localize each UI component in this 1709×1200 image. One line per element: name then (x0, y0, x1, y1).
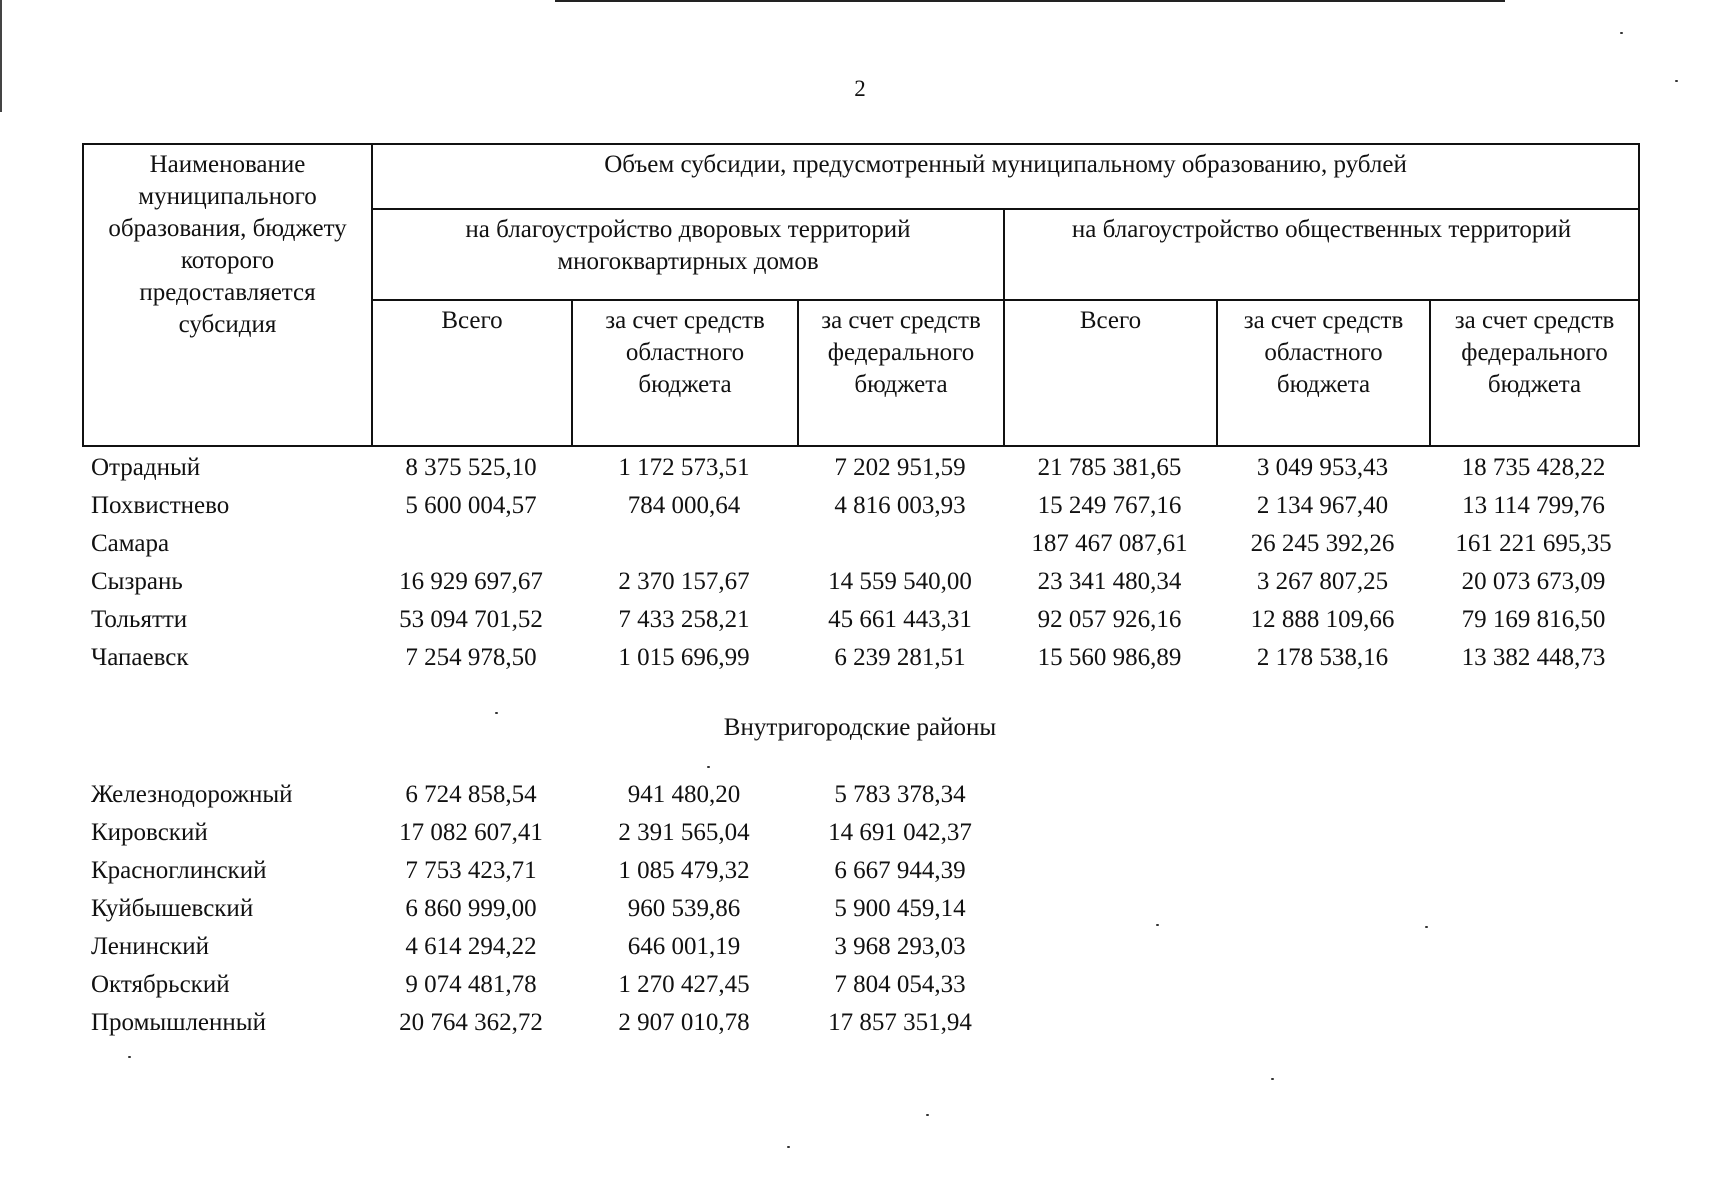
public-total: 23 341 480,34 (1037, 568, 1182, 595)
public-regional (1216, 814, 1429, 852)
public-regional (1216, 776, 1429, 814)
public-total (1003, 890, 1216, 928)
public-regional (1216, 1004, 1429, 1042)
public-total (1003, 928, 1216, 966)
scan-speck (128, 1056, 131, 1058)
public-federal (1429, 814, 1638, 852)
scan-speck (787, 1146, 790, 1148)
districts-table (82, 776, 1638, 1042)
scan-border-top (555, 0, 1505, 2)
district-name: Промышленный (91, 1009, 266, 1036)
public-regional (1216, 890, 1429, 928)
yards-total: 5 600 004,57 (405, 492, 537, 519)
public-regional (1216, 966, 1429, 1004)
public-federal: 161 221 695,35 (1455, 530, 1612, 557)
yards-regional: 1 270 427,45 (618, 971, 750, 998)
yards-total: 16 929 697,67 (399, 568, 543, 595)
table-row (82, 1004, 1638, 1042)
yards-total: 7 254 978,50 (405, 644, 537, 671)
yards-regional (571, 525, 797, 563)
public-federal (1429, 890, 1638, 928)
yards-total: 53 094 701,52 (399, 606, 543, 633)
yards-federal: 3 968 293,03 (834, 933, 966, 960)
public-regional: 3 049 953,43 (1256, 454, 1389, 481)
yards-federal: 5 783 378,34 (834, 781, 966, 808)
table-row (82, 487, 1638, 525)
table-row (82, 449, 1638, 487)
public-federal: 18 735 428,22 (1461, 454, 1606, 481)
scan-border-left (0, 0, 2, 112)
public-regional (1216, 928, 1429, 966)
public-total: 15 560 986,89 (1037, 644, 1182, 671)
district-name: Железнодорожный (91, 781, 293, 808)
yards-total: 8 375 525,10 (405, 454, 537, 481)
header-yards-federal: за счет средств федерального бюджета (798, 300, 1004, 446)
yards-federal: 14 559 540,00 (828, 568, 972, 595)
public-federal (1429, 928, 1638, 966)
public-federal: 20 073 673,09 (1461, 568, 1606, 595)
yards-federal: 6 239 281,51 (834, 644, 966, 671)
header-subsidy-volume: Объем субсидии, предусмотренный муниципальному образованию, рублей (372, 144, 1639, 209)
yards-federal: 7 804 054,33 (834, 971, 966, 998)
yards-regional: 960 539,86 (627, 895, 741, 922)
public-total (1003, 966, 1216, 1004)
public-regional: 12 888 109,66 (1250, 606, 1395, 633)
public-regional: 2 178 538,16 (1256, 644, 1389, 671)
district-name: Куйбышевский (91, 895, 254, 922)
table-header (82, 143, 1640, 447)
yards-federal: 6 667 944,39 (834, 857, 966, 884)
yards-regional: 1 172 573,51 (618, 454, 750, 481)
yards-federal: 5 900 459,14 (834, 895, 966, 922)
yards-total: 6 724 858,54 (405, 781, 537, 808)
header-yards-total: Всего (372, 300, 572, 446)
table-row (82, 966, 1638, 1004)
table-row (82, 601, 1638, 639)
yards-total: 9 074 481,78 (405, 971, 537, 998)
yards-federal: 4 816 003,93 (834, 492, 966, 519)
table-row (82, 639, 1638, 677)
header-municipality-name: Наименование муниципального образования, бюджету которого предоставляется субсидия (83, 144, 372, 446)
yards-regional: 646 001,19 (627, 933, 741, 960)
header-public-federal: за счет средств федерального бюджета (1430, 300, 1639, 446)
yards-regional: 784 000,64 (627, 492, 741, 519)
municipality-name: Тольятти (91, 606, 188, 633)
scan-speck (707, 766, 710, 768)
yards-regional: 1 015 696,99 (618, 644, 750, 671)
municipality-name: Сызрань (91, 568, 183, 595)
public-total (1003, 852, 1216, 890)
public-federal (1429, 966, 1638, 1004)
yards-federal: 45 661 443,31 (828, 606, 972, 633)
public-total: 92 057 926,16 (1037, 606, 1182, 633)
public-total: 21 785 381,65 (1037, 454, 1182, 481)
public-regional: 2 134 967,40 (1256, 492, 1389, 519)
cities-table (82, 449, 1638, 677)
table-row (82, 814, 1638, 852)
table-row (82, 890, 1638, 928)
page-number: 2 (854, 76, 866, 101)
yards-regional: 1 085 479,32 (618, 857, 750, 884)
section-title-districts: Внутригородские районы (723, 714, 997, 741)
yards-regional: 941 480,20 (627, 781, 741, 808)
scan-speck (1271, 1078, 1274, 1080)
table-row (82, 525, 1638, 563)
public-total (1003, 776, 1216, 814)
scan-speck (926, 1114, 929, 1116)
public-federal (1429, 852, 1638, 890)
yards-regional: 2 391 565,04 (618, 819, 750, 846)
yards-federal: 17 857 351,94 (828, 1009, 972, 1036)
public-federal: 13 114 799,76 (1462, 492, 1605, 519)
header-public-total: Всего (1004, 300, 1217, 446)
yards-regional: 2 907 010,78 (618, 1009, 750, 1036)
municipality-name: Самара (91, 530, 170, 557)
public-regional: 26 245 392,26 (1250, 530, 1395, 557)
yards-federal (797, 525, 1003, 563)
municipality-name: Похвистнево (91, 492, 230, 519)
public-federal: 79 169 816,50 (1461, 606, 1606, 633)
table-row (82, 776, 1638, 814)
public-regional (1216, 852, 1429, 890)
public-total: 187 467 087,61 (1031, 530, 1188, 557)
scan-speck (1675, 80, 1678, 82)
table-row (82, 928, 1638, 966)
district-name: Кировский (91, 819, 208, 846)
table-row (82, 563, 1638, 601)
yards-total: 6 860 999,00 (405, 895, 537, 922)
public-federal (1429, 1004, 1638, 1042)
public-federal: 13 382 448,73 (1461, 644, 1606, 671)
yards-regional: 7 433 258,21 (618, 606, 750, 633)
yards-total (371, 525, 571, 563)
public-total (1003, 1004, 1216, 1042)
district-name: Октябрьский (91, 971, 230, 998)
district-name: Красноглинский (91, 857, 267, 884)
municipality-name: Отрадный (91, 454, 201, 481)
yards-total: 7 753 423,71 (405, 857, 537, 884)
yards-regional: 2 370 157,67 (618, 568, 750, 595)
scan-speck (1620, 32, 1623, 34)
yards-total: 4 614 294,22 (405, 933, 537, 960)
public-federal (1429, 776, 1638, 814)
municipality-name: Чапаевск (91, 644, 189, 671)
yards-federal: 7 202 951,59 (834, 454, 966, 481)
district-name: Ленинский (91, 933, 210, 960)
public-total: 15 249 767,16 (1037, 492, 1182, 519)
yards-total: 17 082 607,41 (399, 819, 543, 846)
header-yard-territories: на благоустройство дворовых территорий многоквартирных домов (372, 209, 1004, 300)
header-yards-regional: за счет средств областного бюджета (572, 300, 798, 446)
yards-total: 20 764 362,72 (399, 1009, 543, 1036)
public-regional: 3 267 807,25 (1256, 568, 1389, 595)
header-public-regional: за счет средств областного бюджета (1217, 300, 1430, 446)
header-public-territories: на благоустройство общественных территорий (1004, 209, 1639, 300)
yards-federal: 14 691 042,37 (828, 819, 972, 846)
public-total (1003, 814, 1216, 852)
table-row (82, 852, 1638, 890)
